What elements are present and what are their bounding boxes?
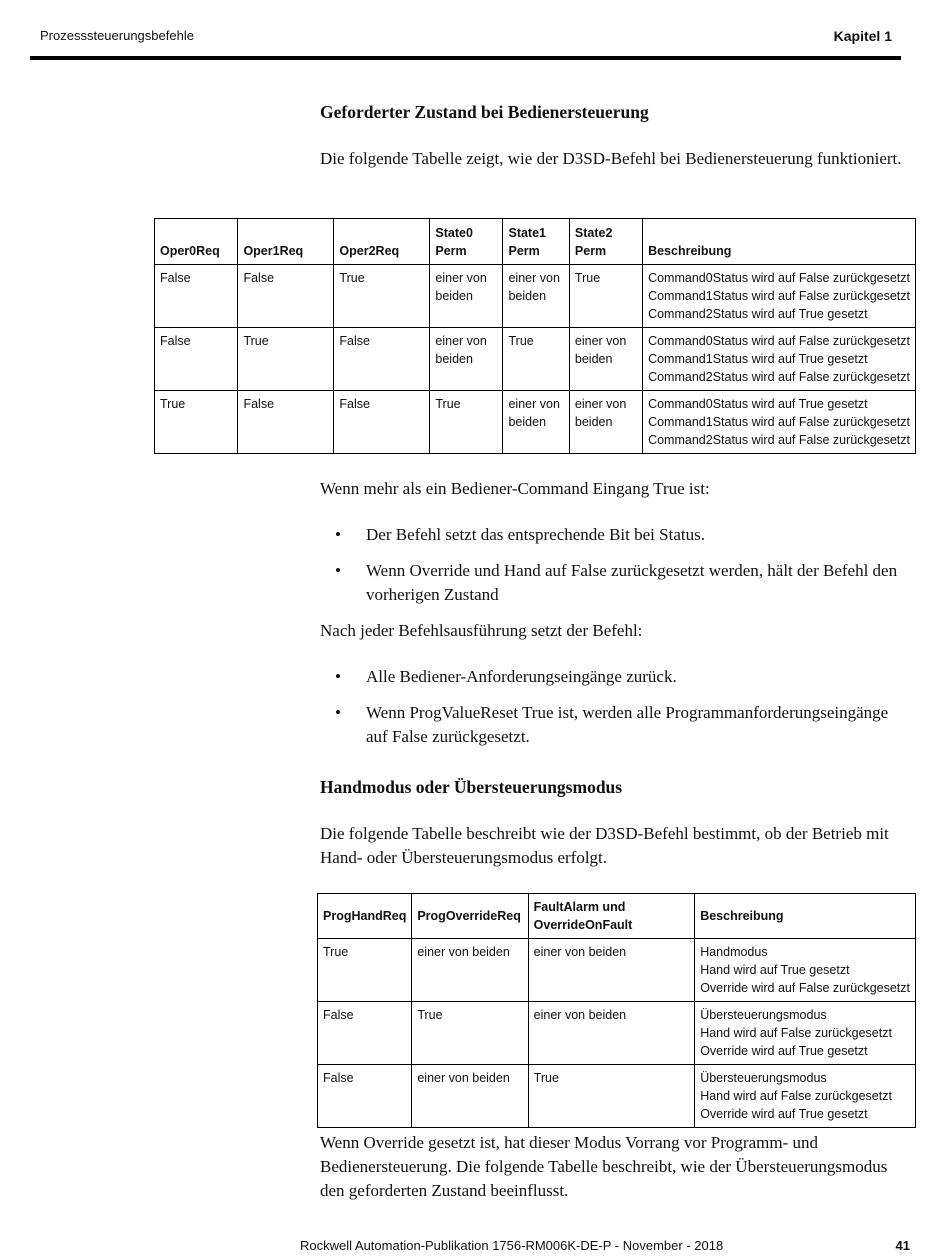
description-line: Übersteuerungsmodus [700, 1071, 827, 1085]
column-header: Oper2Req [334, 219, 430, 265]
table-row [318, 1002, 916, 1065]
table-cell: einer von beiden [503, 265, 569, 328]
operator-state-table [154, 218, 916, 454]
bullet-item: • Der Befehl setzt das entsprechende Bit bei Status. [320, 523, 910, 547]
table-cell: True [334, 265, 430, 328]
table-cell: einer von beiden [412, 1065, 528, 1128]
bullet-list [320, 665, 910, 749]
table-cell: einer von beiden [412, 939, 528, 1002]
table-row [318, 939, 916, 1002]
column-header: Oper0Req [155, 219, 238, 265]
bullet-item: • Alle Bediener-Anforderungseingänge zurück. [320, 665, 910, 689]
header-rule [30, 56, 901, 60]
table-row [155, 265, 916, 328]
running-header-title: Prozesssteuerungsbefehle [40, 28, 194, 43]
description-cell [643, 328, 916, 391]
paragraph: Wenn mehr als ein Bediener-Command Eingang True ist: [320, 479, 710, 498]
table-cell: einer von beiden [430, 265, 503, 328]
description-line: Command1Status wird auf False zurückgesetzt [648, 289, 910, 303]
description-cell [643, 391, 916, 454]
table-cell: einer von beiden [430, 328, 503, 391]
table-cell: False [238, 391, 334, 454]
description-cell [695, 1002, 916, 1065]
column-header: State0 Perm [430, 219, 503, 265]
hand-override-table [317, 893, 916, 1128]
description-line: Command0Status wird auf False zurückgesetzt [648, 271, 910, 285]
description-line: Command0Status wird auf False zurückgesetzt [648, 334, 910, 348]
section-hand-override [320, 777, 910, 870]
description-line: Command1Status wird auf True gesetzt [648, 352, 868, 366]
table-cell: True [430, 391, 503, 454]
table-cell: einer von beiden [569, 328, 642, 391]
table-cell: False [155, 328, 238, 391]
table-cell: True [155, 391, 238, 454]
column-header: Beschreibung [643, 219, 916, 265]
table-header-row [318, 894, 916, 939]
description-line: Command0Status wird auf True gesetzt [648, 397, 868, 411]
description-line: Command2Status wird auf False zurückgesetzt [648, 433, 910, 447]
column-header: Beschreibung [695, 894, 916, 939]
table-row [155, 391, 916, 454]
description-cell [695, 939, 916, 1002]
description-line: Hand wird auf False zurückgesetzt [700, 1089, 892, 1103]
description-line: Override wird auf False zurückgesetzt [700, 981, 910, 995]
description-cell [695, 1065, 916, 1128]
column-header: ProgHandReq [318, 894, 412, 939]
column-header: FaultAlarm und OverrideOnFault [528, 894, 695, 939]
column-header: ProgOverrideReq [412, 894, 528, 939]
section-override-precedence [320, 1131, 910, 1203]
table-cell: einer von beiden [528, 1002, 695, 1065]
bullet-item: • Wenn ProgValueReset True ist, werden alle Programmanforderungseingänge auf False zurückgesetzt. [320, 701, 910, 749]
table-cell: einer von beiden [569, 391, 642, 454]
table-cell: einer von beiden [503, 391, 569, 454]
table-cell: True [318, 939, 412, 1002]
description-line: Hand wird auf False zurückgesetzt [700, 1026, 892, 1040]
table-cell: True [238, 328, 334, 391]
table-cell: True [569, 265, 642, 328]
paragraph: Nach jeder Befehlsausführung setzt der Befehl: [320, 621, 643, 640]
description-line: Override wird auf True gesetzt [700, 1107, 868, 1121]
publication-footer: Rockwell Automation-Publikation 1756-RM006K-DE-P - November - 2018 [300, 1238, 724, 1253]
section-intro: Die folgende Tabelle zeigt, wie der D3SD-Befehl bei Bedienersteuerung funktioniert. [320, 149, 902, 168]
description-line: Command1Status wird auf False zurückgesetzt [648, 415, 910, 429]
description-line: Hand wird auf True gesetzt [700, 963, 850, 977]
section-intro: Die folgende Tabelle beschreibt wie der D3SD-Befehl bestimmt, ob der Betrieb mit Hand- oder Übersteuerungsmodus erfolgt. [320, 824, 889, 867]
description-line: Command2Status wird auf True gesetzt [648, 307, 868, 321]
bullet-list [320, 523, 910, 607]
section-heading: Geforderter Zustand bei Bedienersteuerung [320, 102, 649, 122]
table-cell: False [334, 391, 430, 454]
table-cell: False [318, 1065, 412, 1128]
bullet-item: • Wenn Override und Hand auf False zurückgesetzt werden, hält der Befehl den vorherigen Zustand [320, 559, 910, 607]
description-cell [643, 265, 916, 328]
table-cell: False [155, 265, 238, 328]
column-header: State2 Perm [569, 219, 642, 265]
section-operator-control [320, 102, 910, 171]
description-line: Command2Status wird auf False zurückgesetzt [648, 370, 910, 384]
table-cell: False [334, 328, 430, 391]
column-header: Oper1Req [238, 219, 334, 265]
section-multiple-commands [320, 477, 910, 761]
description-line: Übersteuerungsmodus [700, 1008, 827, 1022]
paragraph: Wenn Override gesetzt ist, hat dieser Modus Vorrang vor Programm- und Bedienersteuerung. Die folgende Tabelle beschreibt, wie der Übersteuerungsmodus den geforderten Zustand beeinflusst. [320, 1133, 888, 1200]
table-cell: True [503, 328, 569, 391]
table-row [155, 328, 916, 391]
table-row [318, 1065, 916, 1128]
table-cell: einer von beiden [528, 939, 695, 1002]
description-line: Handmodus [700, 945, 768, 959]
table-header-row [155, 219, 916, 265]
chapter-label: Kapitel 1 [833, 28, 892, 44]
section-heading: Handmodus oder Übersteuerungsmodus [320, 777, 623, 797]
table-cell: False [238, 265, 334, 328]
table-cell: False [318, 1002, 412, 1065]
description-line: Override wird auf True gesetzt [700, 1044, 868, 1058]
table-cell: True [412, 1002, 528, 1065]
page-number: 41 [895, 1238, 910, 1253]
column-header: State1 Perm [503, 219, 569, 265]
table-cell: True [528, 1065, 695, 1128]
